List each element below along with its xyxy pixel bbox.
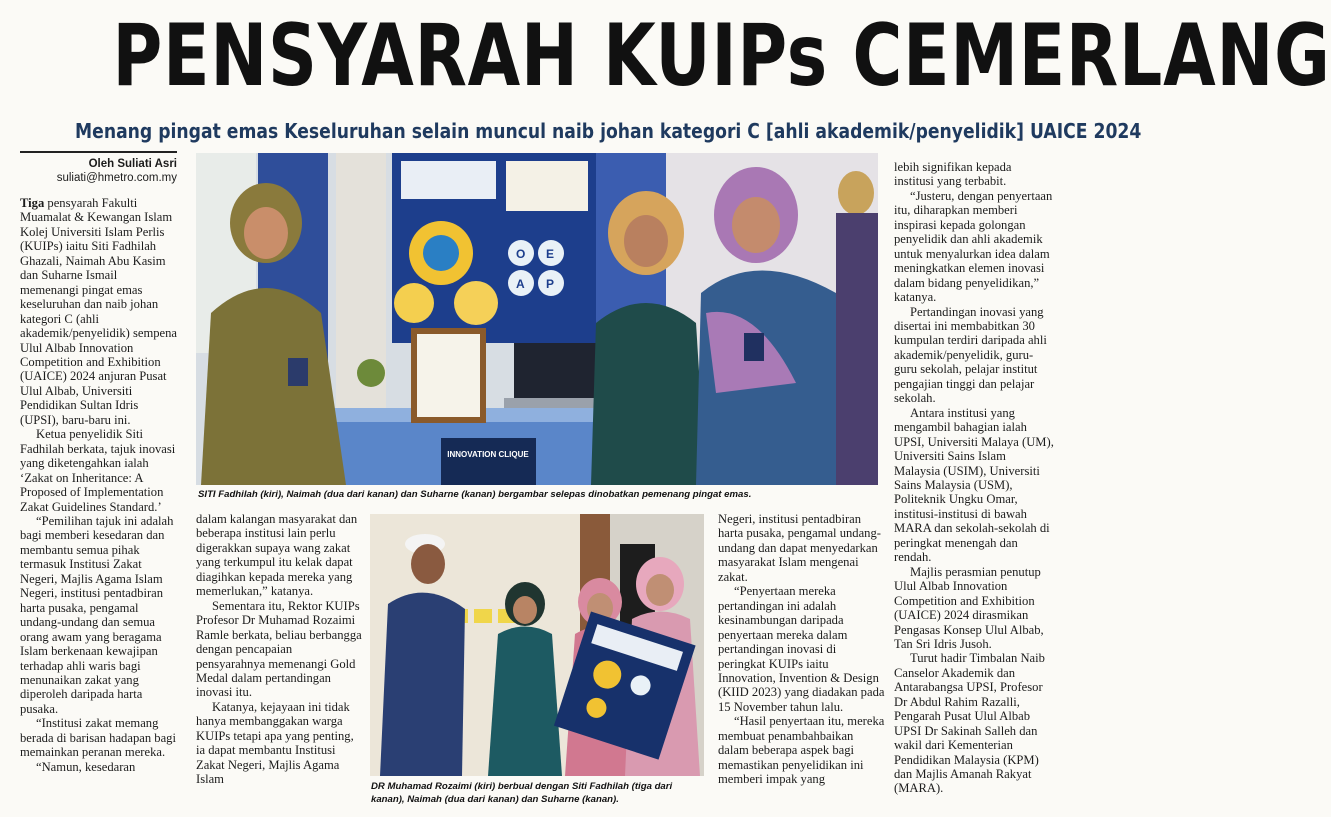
article-column-3 [718, 512, 886, 787]
byline-author: Oleh Suliati Asri [88, 158, 177, 170]
paragraph [20, 196, 178, 427]
paragraph: Katanya, kejayaan ini tidak hanya membanggakan warga KUIPs tetapi apa yang penting, ia dapat membantu Institusi Zakat Negeri, Majlis Agama Islam [196, 699, 354, 787]
main-photo-caption: SITI Fadhilah (kiri), Naimah (dua dari kanan) dan Suharne (kanan) bergambar selepas dinobatkan pemenang pingat emas. [198, 489, 752, 500]
second-photo-illustration [370, 514, 704, 776]
poster-letter: A [516, 277, 525, 291]
headline: PENSYARAH KUIPs CEMERLANG [112, 6, 1331, 106]
paragraph: “Penyertaan mereka pertandingan ini adalah kesinambungan daripada penyertaan mereka dalam pertandingan inovasi di peringkat KUIPs iaitu Innovation, Invention & Design (KIID 2023) yang diadakan pada 15 November tahun lalu. [718, 584, 885, 714]
poster-letter: E [546, 247, 555, 261]
paragraph: Negeri, institusi pentadbiran harta pusaka, pengamal undang-undang dan dapat menyedarkan masyarakat Islam mengenai zakat. [718, 512, 881, 584]
second-photo-caption: DR Muhamad Rozaimi (kiri) berbual dengan Siti Fadhilah (tiga dari kanan), Naimah (dua dari kanan) dan Suharne (kanan). [371, 781, 673, 805]
byline-rule [20, 151, 177, 153]
booth-banner-text: INNOVATION CLIQUE [447, 450, 529, 459]
paragraph: dalam kalangan masyarakat dan beberapa institusi lain perlu digerakkan supaya wang zakat yang terkumpul itu kelak dapat diagihkan kepada mereka yang memerlukan,” katanya. [196, 512, 358, 599]
paragraph: “Namun, kesedaran [36, 759, 136, 774]
article-column-4 [894, 160, 1054, 796]
second-photo [370, 514, 704, 776]
paragraph: Pertandingan inovasi yang disertai ini membabitkan 30 kumpulan terdiri daripada ahli akademik/penyelidik, guru-guru sekolah, pelajar institut pengajian tinggi dan pelajar sekolah. [894, 304, 1047, 406]
paragraph: lebih signifikan kepada institusi yang terbabit. [894, 160, 1012, 189]
paragraph: Ketua penyelidik Siti Fadhilah berkata, tajuk inovasi yang diketengahkan ialah ‘Zakat on Inheritance: A Proposed of Implementation Zakat Guidelines Standard.’ [20, 427, 176, 514]
paragraph: Antara institusi yang mengambil bahagian ialah UPSI, Universiti Malaya (UM), Universiti Sains Islam Malaysia (USIM), Universiti Sains Malaysia (USM), Politeknik Ungku Omar, institusi-institusi di bawah MARA dan sekolah-sekolah di peringkat menengah dan rendah. [894, 405, 1054, 565]
paragraph: “Justeru, dengan penyertaan itu, diharapkan memberi inspirasi kepada golongan penyelidik dan ahli akademik untuk menyalurkan idea dalam meningkatkan elemen inovasi dalam bidang penyelidikan,” katanya. [894, 188, 1053, 305]
poster-letter: P [546, 277, 555, 291]
article-column-2 [196, 512, 362, 787]
paragraph: “Institusi zakat memang berada di barisan hadapan bagi memainkan peranan mereka. [20, 716, 176, 760]
article-column-1 [20, 196, 178, 774]
main-photo [196, 153, 878, 485]
subheadline: Menang pingat emas Keseluruhan selain muncul naib johan kategori C [ahli akademik/penyelidik] UAICE 2024 [75, 119, 1142, 143]
paragraph: Sementara itu, Rektor KUIPs Profesor Dr Muhamad Rozaimi Ramle berkata, beliau berbangga dengan pencapaian pensyarahnya memenangi Gold Medal dalam pertandingan inovasi itu. [196, 598, 362, 700]
paragraph: “Pemilihan tajuk ini adalah bagi memberi kesedaran dan membantu semua pihak termasuk Institusi Zakat Negeri, Majlis Agama Islam Negeri, institusi pentadbiran harta pusaka, pengamal undang-undang dan semua orang awam yang beragama Islam berkenaan kewajipan terhadap ahli waris bagi menunaikan zakat yang diperoleh daripada harta pusaka. [20, 513, 174, 716]
lead-word: Tiga [20, 196, 45, 210]
paragraph: Majlis perasmian penutup Ulul Albab Innovation Competition and Exhibition (UAICE) 2024 dirasmikan Pengasas Konsep Ulul Albab, Tan Sri Idris Jusoh. [894, 564, 1044, 651]
paragraph: “Hasil penyertaan itu, mereka membuat penambahbaikan dalam beberapa aspek bagi memastikan penyelidikan ini memberi impak yang [718, 714, 885, 787]
paragraph: Turut hadir Timbalan Naib Canselor Akademik dan Antarabangsa UPSI, Profesor Dr Abdul Rahim Razalli, Pengarah Pusat Ulul Albab UPSI Dr Sakinah Salleh dan wakil dari Kementerian Pendidikan Malaysia (KPM) dan Majlis Amanah Rakyat (MARA). [894, 651, 1045, 796]
byline-email[interactable]: suliati@hmetro.com.my [56, 172, 177, 184]
poster-letter: O [516, 247, 526, 261]
paragraph-text: pensyarah Fakulti Muamalat & Kewangan Islam Kolej Universiti Islam Perlis (KUIPs) iaitu Siti Fadhilah Ghazali, Naimah Abu Kasim dan Suharne Ismail memenangi pingat emas keseluruhan dan naib johan kategori C (ahli akademik/penyelidik) sempena Ulul Albab Innovation Competition and Exhibition (UAICE) 2024 anjuran Pusat Ulul Albab, Universiti Pendidikan Sultan Idris (UPSI), baru-baru ini. [20, 196, 178, 427]
main-photo-illustration [196, 153, 878, 485]
